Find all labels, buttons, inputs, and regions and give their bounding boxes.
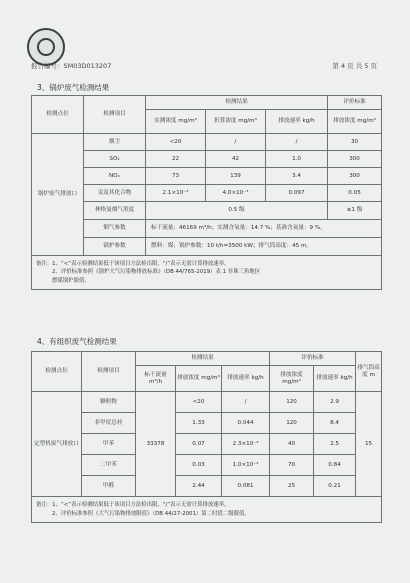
rate-cell: 3.4 (266, 168, 328, 185)
header-converted: 折算浓度 mg/m³ (206, 110, 266, 134)
point-cell: 锅炉废气排放口 (32, 134, 84, 256)
conc-cell: <20 (176, 392, 222, 413)
std-cell: 0.05 (328, 185, 382, 202)
note-line: 燃煤锅炉限值。 (52, 277, 90, 284)
header-rate: 排放速率 kg/h (222, 366, 270, 392)
section-3-title: 3、锅炉废气检测结果 (37, 83, 110, 92)
flue-value: 标干流量：46169 m³/h；实测含氧量：14.7 %；基准含氧量：9 %。 (146, 220, 382, 238)
measured-cell: <20 (146, 134, 206, 151)
header-item: 检测项目 (84, 96, 146, 134)
std-rate-cell: 8.4 (314, 413, 356, 434)
header-flow: 标干流量 m³/h (136, 366, 176, 392)
std-cell: 30 (328, 134, 382, 151)
item-cell: 烟尘 (84, 134, 146, 151)
item-cell: 非甲烷总烃 (82, 413, 136, 434)
header-point: 检测点位 (32, 96, 84, 134)
conc-cell: 1.33 (176, 413, 222, 434)
header-stack-height: 排气筒高度 m (356, 352, 382, 392)
blackness-value: 0.5 级 (146, 202, 328, 220)
header-conc: 排放浓度 mg/m³ (176, 366, 222, 392)
std-rate-cell: 2.5 (314, 434, 356, 455)
std-conc-cell: 120 (270, 392, 314, 413)
converted-cell: 139 (206, 168, 266, 185)
header-results: 检测结果 (136, 352, 270, 366)
std-cell: 300 (328, 151, 382, 168)
note-line: 2、评价标准参照《锅炉大气污染物排放标准》（DB 44/765-2019）表 1 非珠三角地区 (52, 269, 261, 276)
rate-cell: 0.097 (266, 185, 328, 202)
item-cell: 甲醛 (82, 476, 136, 497)
item-cell: 颗粒物 (82, 392, 136, 413)
std-rate-cell: 0.21 (314, 476, 356, 497)
height-cell: 15 (356, 392, 382, 497)
header-measured: 实测浓度 mg/m³ (146, 110, 206, 134)
header-rate: 排放速率 kg/h (266, 110, 328, 134)
blackness-std: ≤1 级 (328, 202, 382, 220)
point-cell: 定型机废气排放口 (32, 392, 82, 497)
std-conc-cell: 25 (270, 476, 314, 497)
item-cell: NOₓ (84, 168, 146, 185)
item-cell: 二甲苯 (82, 455, 136, 476)
measured-cell: 73 (146, 168, 206, 185)
rate-cell: 1.0 (266, 151, 328, 168)
report-number: 报告编号：SM03D013207 (31, 62, 112, 70)
rate-cell: / (222, 392, 270, 413)
std-conc-cell: 40 (270, 434, 314, 455)
note-line: 备注：1、“<”表示检测结果低于该项目方法检出限，“/”表示无需计算排放速率。 (36, 260, 230, 267)
section-4-title: 4、有组织废气检测结果 (37, 337, 117, 346)
note-line: 2、评价标准参照《大气污染物排放限值》（DB 44/27-2001）第二时段二级限值。 (52, 510, 250, 517)
header-std-rate: 排放速率 kg/h (314, 366, 356, 392)
item-cell: 甲苯 (82, 434, 136, 455)
notes-cell (32, 256, 382, 290)
std-conc-cell: 120 (270, 413, 314, 434)
conc-cell: 0.07 (176, 434, 222, 455)
header-item: 检测项目 (82, 352, 136, 392)
converted-cell: 4.0×10⁻³ (206, 185, 266, 202)
note-line: 备注：1、“<”表示检测结果低于该项目方法检出限，“/”表示无需计算排放速率。 (36, 501, 230, 508)
blackness-item: 林格曼烟气黑度 (84, 202, 146, 220)
rate-cell: 2.3×10⁻³ (222, 434, 270, 455)
rate-cell: 0.081 (222, 476, 270, 497)
std-conc-cell: 70 (270, 455, 314, 476)
item-cell: SO₂ (84, 151, 146, 168)
header-point: 检测点位 (32, 352, 82, 392)
item-cell: 汞及其化合物 (84, 185, 146, 202)
header-std-conc: 排放浓度 mg/m³ (270, 366, 314, 392)
organized-exhaust-table (31, 351, 382, 523)
rate-cell: 1.0×10⁻³ (222, 455, 270, 476)
std-rate-cell: 2.9 (314, 392, 356, 413)
page-number: 第 4 页 共 5 页 (332, 62, 377, 70)
flue-item: 烟气参数 (84, 220, 146, 238)
header-standard: 评价标准 (270, 352, 356, 366)
boiler-item: 锅炉参数 (84, 238, 146, 256)
converted-cell: / (206, 134, 266, 151)
header-results: 检测结果 (146, 96, 328, 110)
notes-cell (32, 497, 382, 523)
boiler-value: 燃料：煤；锅炉参数：10 t/h=3500 kW；排气筒高度：45 m。 (146, 238, 382, 256)
measured-cell: 22 (146, 151, 206, 168)
conc-cell: 0.03 (176, 455, 222, 476)
measured-cell: 2.1×10⁻³ (146, 185, 206, 202)
flow-cell: 33378 (136, 392, 176, 497)
std-rate-cell: 0.84 (314, 455, 356, 476)
conc-cell: 2.44 (176, 476, 222, 497)
header-standard: 评价标准 (328, 96, 382, 110)
converted-cell: 42 (206, 151, 266, 168)
rate-cell: 0.044 (222, 413, 270, 434)
rate-cell: / (266, 134, 328, 151)
header-std-conc: 排放浓度 mg/m³ (328, 110, 382, 134)
std-cell: 300 (328, 168, 382, 185)
boiler-exhaust-table (31, 95, 382, 290)
